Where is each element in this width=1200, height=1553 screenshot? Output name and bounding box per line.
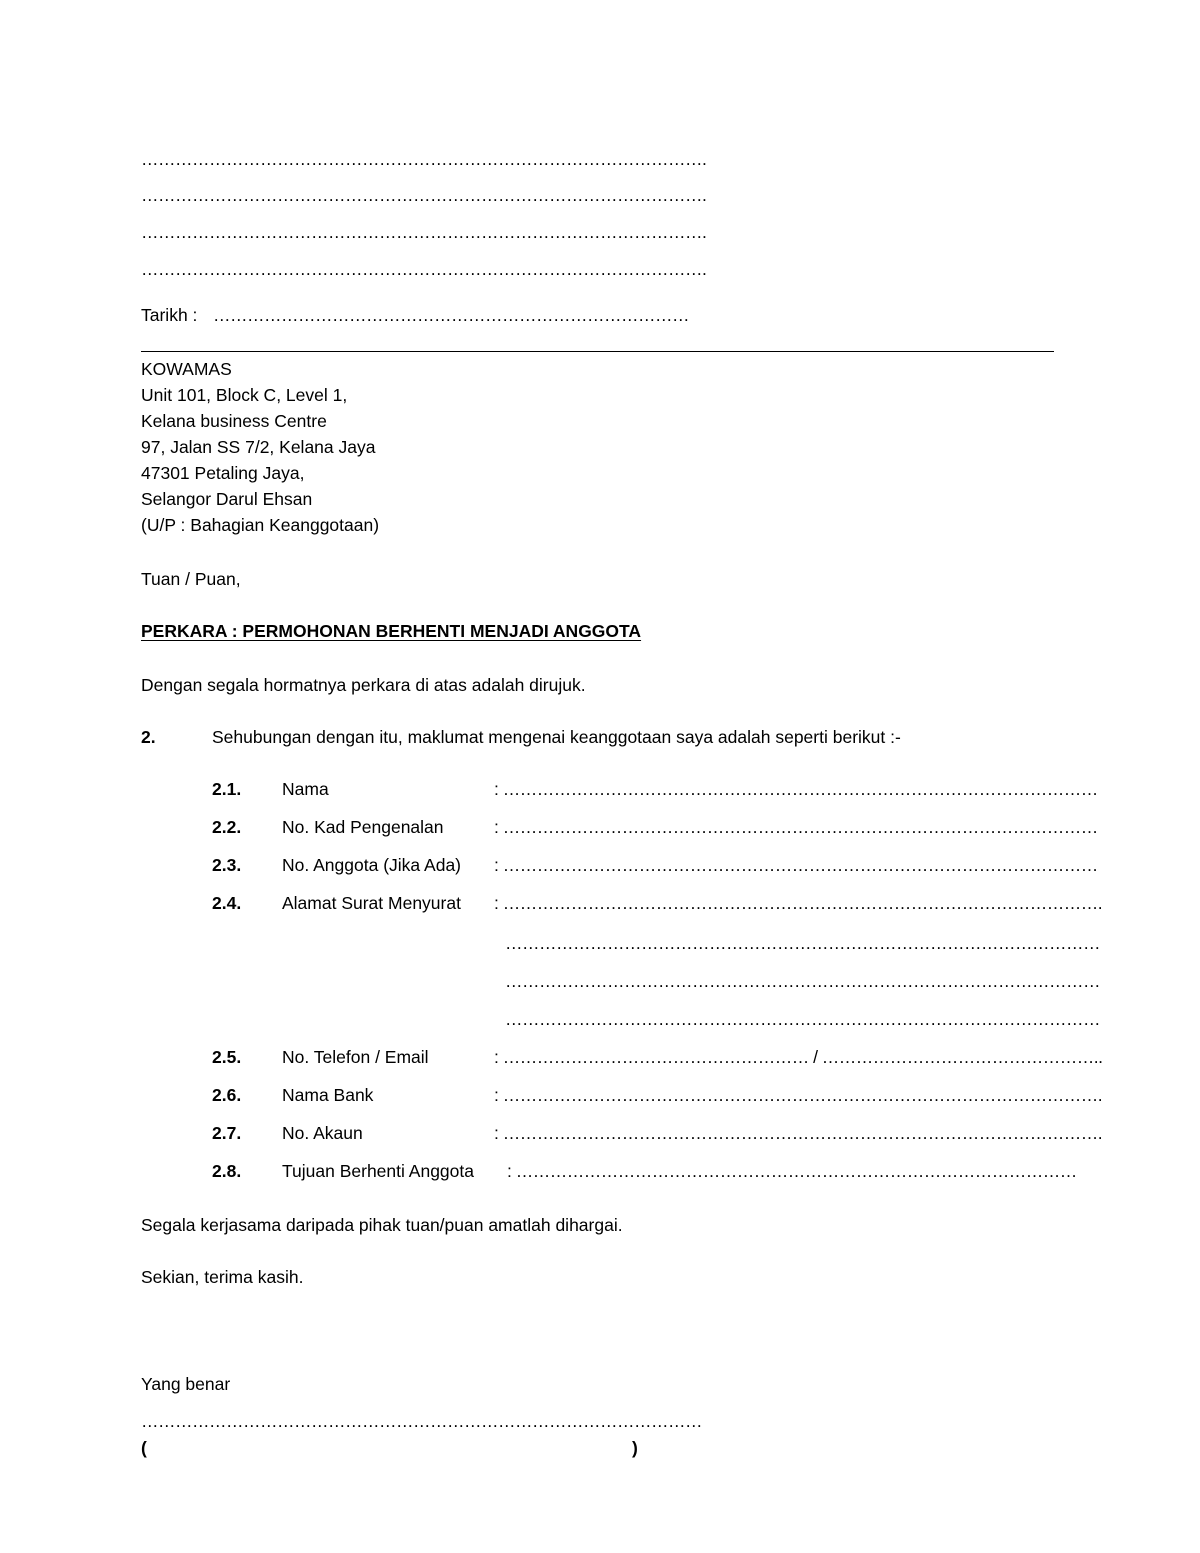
- item-value: : …………………………………………………………………………………………….: [494, 1085, 1103, 1105]
- item-number: 2.5.: [212, 1047, 242, 1067]
- date-label: Tarikh :: [141, 305, 198, 325]
- item-number: 2.6.: [212, 1085, 242, 1105]
- item-label: No. Anggota (Jika Ada): [282, 855, 461, 875]
- recipient-line: Unit 101, Block C, Level 1,: [141, 385, 348, 405]
- subject-heading: PERKARA : PERMOHONAN BERHENTI MENJADI ANGGOTA: [141, 621, 642, 641]
- item-value-continuation: ……………………………………………………………………………………………: [505, 971, 1100, 991]
- item-label: No. Telefon / Email: [282, 1047, 429, 1067]
- item-label: Nama: [282, 779, 329, 799]
- item-number: 2.3.: [212, 855, 242, 875]
- item-value: : ……………………………………………………………………………………………: [494, 855, 1098, 875]
- name-bracket-close: ): [632, 1438, 638, 1458]
- item-number: 2.2.: [212, 817, 242, 837]
- section-number: 2.: [141, 727, 156, 747]
- item-label: No. Kad Pengenalan: [282, 817, 444, 837]
- item-value: : ……………………………………………… / …………………………………………..: [494, 1047, 1103, 1067]
- item-label: No. Akaun: [282, 1123, 363, 1143]
- item-label: Alamat Surat Menyurat: [282, 893, 461, 913]
- sender-line-2: ……………………………………………………………………………………….: [141, 185, 707, 205]
- item-value: : …………………………………………………………………………………………….: [494, 893, 1103, 913]
- sender-line-1: ……………………………………………………………………………………….: [141, 149, 707, 169]
- name-bracket-open: (: [141, 1438, 147, 1458]
- item-number: 2.1.: [212, 779, 242, 799]
- sender-line-3: ……………………………………………………………………………………….: [141, 222, 707, 242]
- item-value-continuation: ……………………………………………………………………………………………: [505, 1009, 1100, 1029]
- item-value: : ……………………………………………………………………………………………: [494, 779, 1098, 799]
- header-divider: [141, 351, 1054, 352]
- signature-line: ………………………………………………………………………………………: [141, 1411, 702, 1431]
- recipient-line: Kelana business Centre: [141, 411, 327, 431]
- closing-thanks: Sekian, terima kasih.: [141, 1267, 304, 1287]
- recipient-line: Selangor Darul Ehsan: [141, 489, 313, 509]
- item-number: 2.4.: [212, 893, 242, 913]
- intro-paragraph: Dengan segala hormatnya perkara di atas adalah dirujuk.: [141, 675, 586, 695]
- section-text: Sehubungan dengan itu, maklumat mengenai keanggotaan saya adalah seperti berikut :-: [212, 727, 901, 747]
- item-label: Tujuan Berhenti Anggota: [282, 1161, 474, 1181]
- item-value: : ………………………………………………………………………………………: [507, 1161, 1077, 1181]
- closing-paragraph: Segala kerjasama daripada pihak tuan/puan amatlah dihargai.: [141, 1215, 623, 1235]
- recipient-line: KOWAMAS: [141, 359, 232, 379]
- recipient-line: (U/P : Bahagian Keanggotaan): [141, 515, 380, 535]
- item-value: : ……………………………………………………………………………………………: [494, 817, 1098, 837]
- recipient-line: 97, Jalan SS 7/2, Kelana Jaya: [141, 437, 376, 457]
- item-label: Nama Bank: [282, 1085, 374, 1105]
- item-value: : …………………………………………………………………………………………….: [494, 1123, 1103, 1143]
- recipient-line: 47301 Petaling Jaya,: [141, 463, 305, 483]
- item-value-continuation: ……………………………………………………………………………………………: [505, 933, 1100, 953]
- date-value: …………………………………………………………………………: [213, 305, 689, 325]
- item-number: 2.7.: [212, 1123, 242, 1143]
- sender-line-4: ……………………………………………………………………………………….: [141, 259, 707, 279]
- salutation: Tuan / Puan,: [141, 569, 241, 589]
- item-number: 2.8.: [212, 1161, 242, 1181]
- signoff: Yang benar: [141, 1374, 231, 1394]
